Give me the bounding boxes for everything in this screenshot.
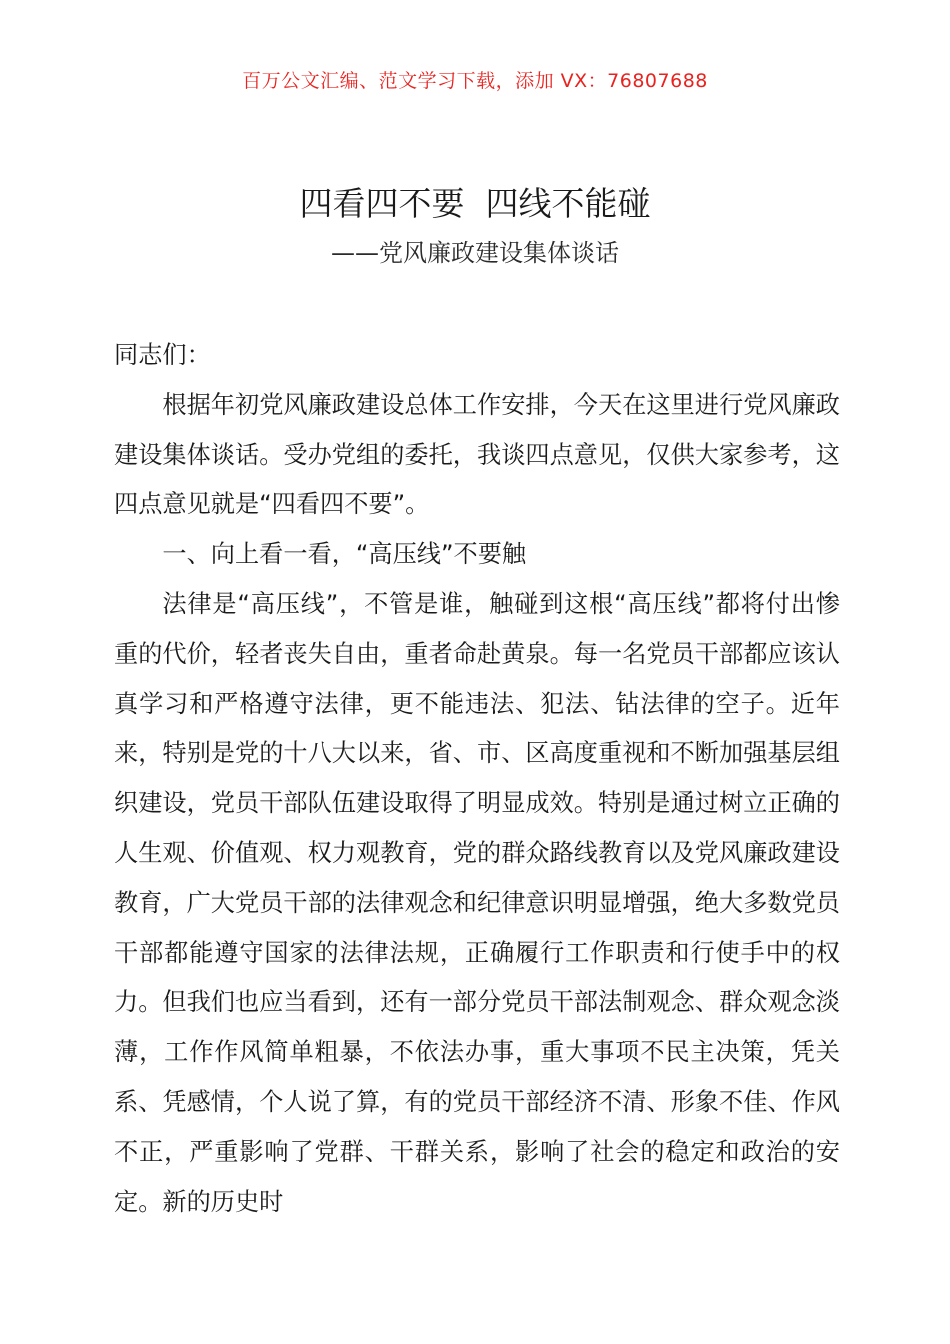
document-subtitle: ——党风廉政建设集体谈话 xyxy=(331,239,619,267)
watermark-banner: 百万公文汇编、范文学习下载，添加 VX：76807688 xyxy=(242,70,708,92)
document-body xyxy=(114,331,840,1227)
section-heading-1: 一、向上看一看，“高压线”不要触 xyxy=(162,540,527,569)
document-title: 四看四不要 四线不能碰 xyxy=(299,184,651,223)
salutation: 同志们： xyxy=(114,341,211,369)
paragraph-section-1: 法律是“高压线”，不管是谁，触碰到这根“高压线”都将付出惨重的代价，轻者丧失自由，重者命赴黄泉。每一名党员干部都应该认真学习和严格遵守法律，更不能违法、犯法、钻法律的空子。近年来，特别是党的十八大以来，省、市、区高度重视和不断加强基层组织建设，党员干部队伍建设取得了明显成效。特别是通过树立正确的人生观、价值观、权力观教育，党的群众路线教育以及党风廉政建设教育，广大党员干部的法律观念和纪律意识明显增强，绝大多数党员干部都能遵守国家的法律法规，正确履行工作职责和行使手中的权力。但我们也应当看到，还有一部分党员干部法制观念、群众观念淡薄，工作作风简单粗暴，不依法办事，重大事项不民主决策，凭关系、凭感情，个人说了算，有的党员干部经济不清、形象不佳、作风不正，严重影响了党群、干群关系，影响了社会的稳定和政治的安定。新的历史时 xyxy=(114,589,840,1216)
paragraph-intro: 根据年初党风廉政建设总体工作安排，今天在这里进行党风廉政建设集体谈话。受办党组的委托，我谈四点意见，仅供大家参考，这四点意见就是“四看四不要”。 xyxy=(114,390,840,519)
